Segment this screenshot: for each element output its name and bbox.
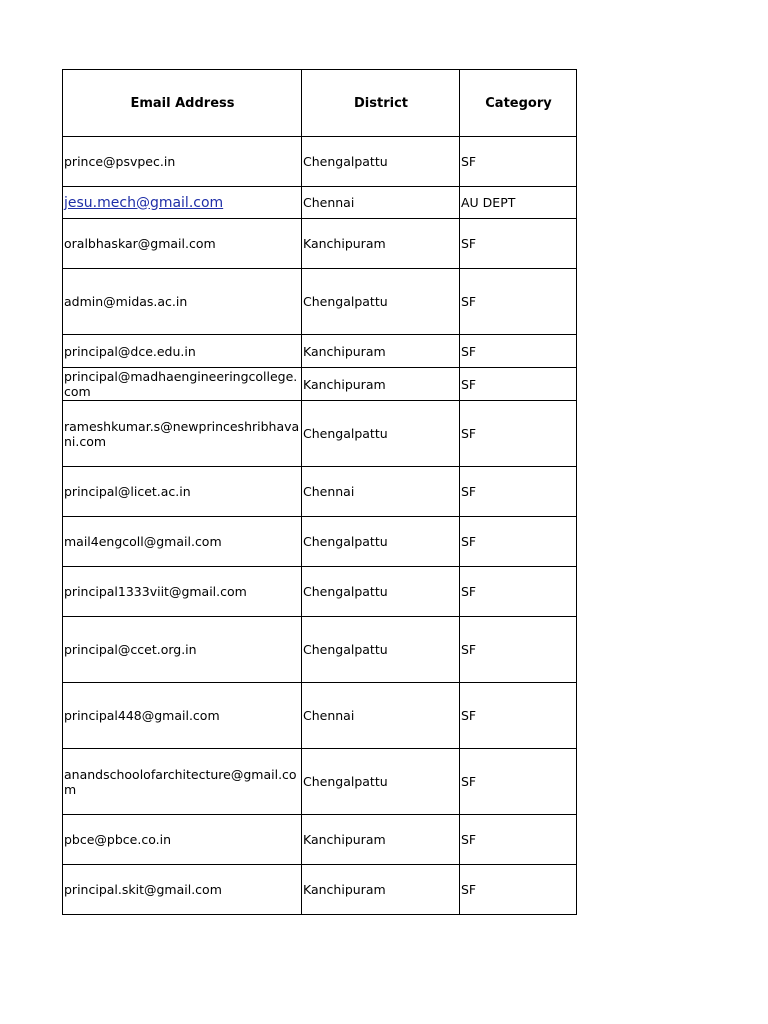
district-cell: Kanchipuram [302, 865, 460, 915]
email-cell: mail4engcoll@gmail.com [63, 517, 302, 567]
table-row [63, 683, 577, 749]
category-cell: SF [460, 467, 577, 517]
email-cell: principal448@gmail.com [63, 683, 302, 749]
email-cell: principal1333viit@gmail.com [63, 567, 302, 617]
email-cell: pbce@pbce.co.in [63, 815, 302, 865]
district-cell: Chengalpattu [302, 401, 460, 467]
category-cell: SF [460, 401, 577, 467]
email-cell: principal@madhaengineeringcollege.com [63, 368, 302, 401]
table-row [63, 401, 577, 467]
category-cell: SF [460, 335, 577, 368]
table-row [63, 137, 577, 187]
table-row [63, 368, 577, 401]
district-cell: Kanchipuram [302, 815, 460, 865]
email-cell [63, 187, 302, 219]
district-cell: Chengalpattu [302, 269, 460, 335]
category-cell: SF [460, 815, 577, 865]
table-row [63, 815, 577, 865]
email-cell: anandschoolofarchitecture@gmail.com [63, 749, 302, 815]
category-cell: SF [460, 368, 577, 401]
category-cell: SF [460, 865, 577, 915]
district-cell: Kanchipuram [302, 219, 460, 269]
category-cell: SF [460, 567, 577, 617]
table-row [63, 865, 577, 915]
district-cell: Chengalpattu [302, 749, 460, 815]
district-cell: Chengalpattu [302, 567, 460, 617]
email-cell: admin@midas.ac.in [63, 269, 302, 335]
table-row [63, 269, 577, 335]
table-row [63, 335, 577, 368]
email-district-table [62, 69, 577, 915]
category-cell: SF [460, 269, 577, 335]
category-cell: AU DEPT [460, 187, 577, 219]
category-cell: SF [460, 683, 577, 749]
district-cell: Chengalpattu [302, 137, 460, 187]
table-row [63, 567, 577, 617]
email-link[interactable]: jesu.mech@gmail.com [64, 194, 224, 211]
district-cell: Kanchipuram [302, 335, 460, 368]
district-cell: Chennai [302, 187, 460, 219]
category-cell: SF [460, 749, 577, 815]
email-cell: principal@dce.edu.in [63, 335, 302, 368]
table-row [63, 467, 577, 517]
category-cell: SF [460, 219, 577, 269]
table-row [63, 219, 577, 269]
table-row [63, 749, 577, 815]
category-cell: SF [460, 517, 577, 567]
district-cell: Chengalpattu [302, 617, 460, 683]
category-cell: SF [460, 617, 577, 683]
email-cell: prince@psvpec.in [63, 137, 302, 187]
email-cell: principal@licet.ac.in [63, 467, 302, 517]
header-row [63, 70, 577, 137]
email-cell: oralbhaskar@gmail.com [63, 219, 302, 269]
district-cell: Chengalpattu [302, 517, 460, 567]
email-cell: principal.skit@gmail.com [63, 865, 302, 915]
table-row [63, 187, 577, 219]
district-cell: Chennai [302, 683, 460, 749]
header-category: Category [460, 70, 577, 137]
category-cell: SF [460, 137, 577, 187]
email-cell: rameshkumar.s@newprinceshribhavani.com [63, 401, 302, 467]
district-cell: Kanchipuram [302, 368, 460, 401]
district-cell: Chennai [302, 467, 460, 517]
table-row [63, 517, 577, 567]
email-cell: principal@ccet.org.in [63, 617, 302, 683]
table-row [63, 617, 577, 683]
header-district: District [302, 70, 460, 137]
header-email-address: Email Address [63, 70, 302, 137]
